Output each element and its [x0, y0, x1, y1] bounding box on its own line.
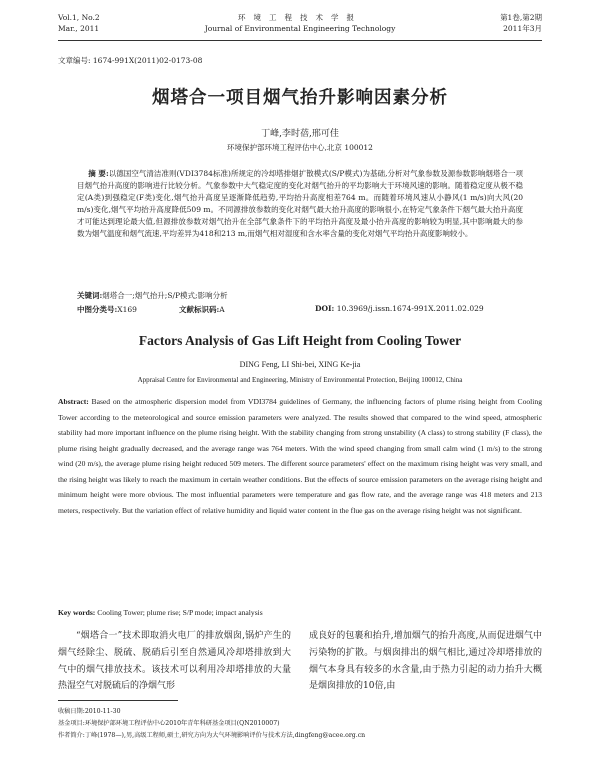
en-abstract-text: Based on the atmospheric dispersion model from VDI3784 guidelines of Germany, the influencing factors of plume rising height from Cooling Tower according to the meteorological and source emission parameters were analyzed. The results showed that compared to the wind speed, atmospheric stability had more important influence on the plume rising height. With the stability changing from strong unstability (A class) to strong stability (F class), the plume rising height gradually decreased, and the average range was 764 meters. With the wind speed changing from small calm wind (1 m/s) to the strong wind (20 m/s), the average plume rising height reduced 509 meters. The different source parameters' effect on the maximum rising height was very small, and the rising height was likely to reach the maximum in certain weather conditions. But the effects of source emission parameters on the average rising height and minimum height were more obvious. The most influential parameters were temperature and gas flow rate, and the average range was 418 meters and 213 meters, respectively. But the variation effect of relative humidity and liquid water content in the flue gas on the average rising height was not significant.	[58, 397, 542, 515]
doc-code-value: A	[219, 305, 225, 314]
en-keywords-text: Cooling Tower; plume rise; S/P mode; impact analysis	[97, 608, 263, 617]
body-right-column: 成良好的包裹和抬升,增加烟气的抬升高度,从而促进烟气中污染物的扩散。与烟囱排出的烟气相比,通过冷却塔排放的烟气本身具有较多的水含量,由于热力引起的动力抬升大概是烟囱排放的10倍,由	[309, 631, 542, 692]
cn-abstract-text: 以德国空气清洁准则(VDI3784标准)所规定的冷却塔排烟扩散模式(S/P模式)为基础,分析对气象参数及源参数影响烟塔合一项目烟气抬升高度的影响进行比较分析。气象参数中大气稳定度的变化对烟气抬升的平均影响大于环境风速的影响。随着稳定度从极不稳定(A类)到强稳定(F类)变化,烟气抬升高度呈逐渐降低趋势,平均抬升高度相差764 m。而随着环境风速从小静风(1 m/s)向大风(20 m/s)变化,烟气平均抬升高度降低509 m。不同源排放参数的变化对烟气最大抬升高度的影响很小,在特定气象条件下烟气最大抬升高度才可能达到理论最大值,但源排放参数对烟气抬升在全部气象条件下的平均抬升高度及最小抬升高度的影响较为明显,其中影响最大的参数为烟气温度和烟气流速,平均差异为418和213 m,而烟气相对湿度和含水率含量的变化对烟气平均抬升高度影响较小。	[77, 169, 523, 239]
en-abstract	[58, 394, 542, 518]
header-volume-issue: Vol.1, No.2	[58, 13, 100, 22]
en-keywords-label: Key words:	[58, 608, 96, 617]
footnote-divider	[58, 700, 178, 701]
doi-group	[315, 304, 484, 313]
header-volume-cn	[500, 12, 542, 34]
header-date: Mar., 2011	[58, 24, 100, 33]
header-volume-issue-cn: 第1卷,第2期	[500, 13, 542, 22]
cn-classification	[77, 304, 523, 316]
footnote-author: 作者简介:丁峰(1978—),男,高级工程师,硕士,研究方向为大气环境影响评价与技术方法,dingfeng@acee.org.cn	[58, 732, 366, 739]
en-title: Factors Analysis of Gas Lift Height from Cooling Tower	[138, 333, 462, 348]
header-divider	[58, 40, 542, 41]
journal-name-en: Journal of Environmental Engineering Technology	[204, 24, 396, 33]
doi-label: DOI:	[315, 304, 335, 313]
doc-code-group	[179, 304, 225, 315]
cn-keywords-label: 关键词:	[77, 291, 103, 300]
body-left-column: “烟塔合一”技术即取消火电厂的排放烟囱,锅炉产生的烟气经除尘、脱硫、脱硝后引至自然通风冷却塔排放到大气中的烟气排放技术。该技术可以利用冷却塔排放的大量热湿空气对脱硫后的净烟气形	[58, 631, 291, 692]
header-date-cn: 2011年3月	[503, 24, 542, 33]
footnote-received: 收稿日期:2010-11-30	[58, 708, 121, 715]
en-authors: DING Feng, LI Shi-bei, XING Ke-jia	[239, 360, 361, 369]
clc-group	[77, 304, 137, 315]
cn-keywords-text: 烟塔合一;烟气抬升;S/P模式;影响分析	[102, 291, 228, 300]
footnote-fund: 基金项目:环境保护部环境工程评估中心2010年青年科研基金项目(QN2010007)	[58, 720, 280, 727]
en-abstract-label: Abstract:	[58, 397, 89, 406]
en-affiliation: Appraisal Centre for Environmental and Engineering, Ministry of Environmental Protection, Beijing 100012, China	[137, 376, 463, 384]
doi-value: 10.3969/j.issn.1674-991X.2011.02.029	[336, 304, 484, 313]
cn-authors: 丁峰,李时蓓,邢可佳	[261, 129, 339, 139]
cn-abstract	[77, 168, 523, 241]
header-journal	[58, 12, 542, 34]
doc-code-label: 文献标识码:	[179, 305, 220, 314]
cn-title: 烟塔合一项目烟气抬升影响因素分析	[152, 88, 448, 108]
journal-name-cn: 环境工程技术学报	[238, 13, 362, 22]
cn-keywords	[77, 290, 523, 301]
en-keywords	[58, 608, 542, 617]
article-number: 文章编号: 1674-991X(2011)02-0173-08	[58, 56, 203, 65]
clc-value: X169	[117, 305, 137, 314]
cn-affiliation: 环境保护部环境工程评估中心,北京 100012	[227, 143, 373, 152]
clc-label: 中图分类号:	[77, 305, 118, 314]
cn-abstract-label: 摘 要:	[88, 169, 109, 178]
